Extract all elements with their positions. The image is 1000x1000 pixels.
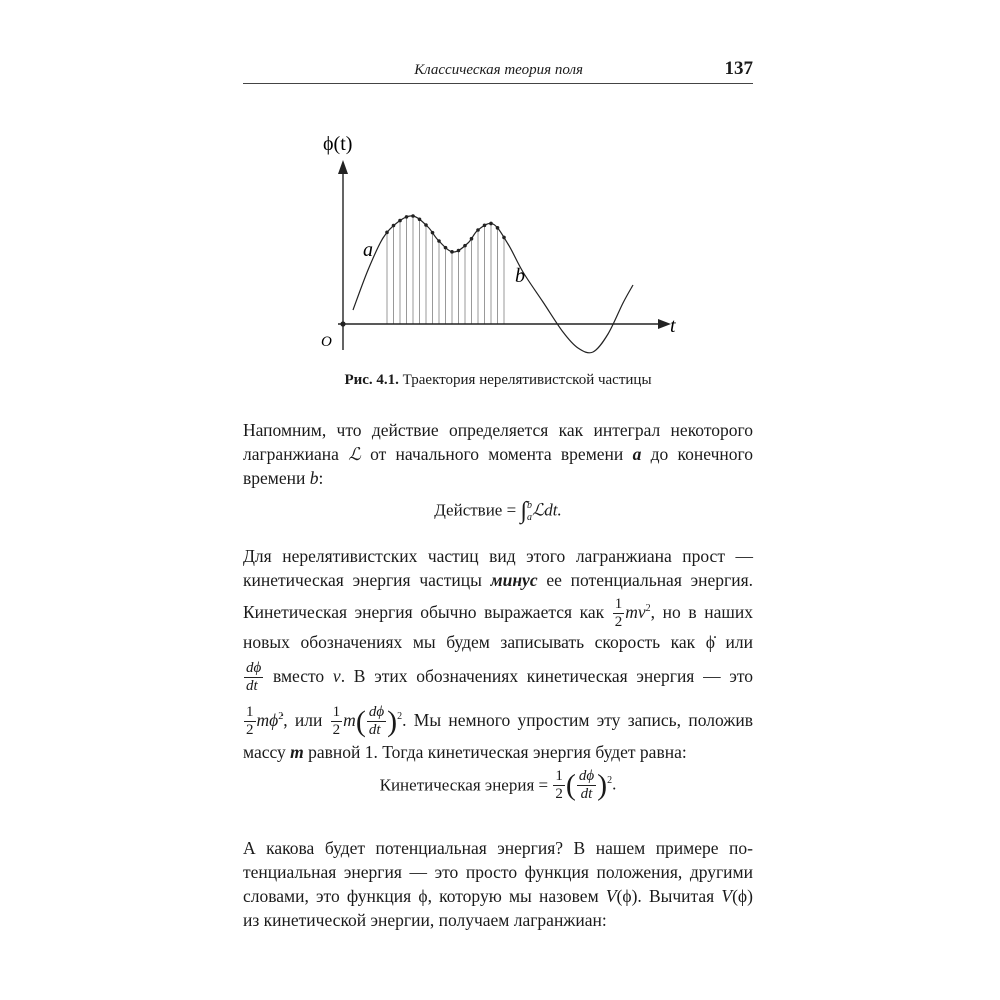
page-number: 137: [724, 58, 753, 79]
paragraph-nonrelativistic: [243, 544, 753, 764]
sample-point: [502, 236, 506, 240]
sample-point: [424, 223, 428, 227]
sample-point: [463, 244, 467, 248]
paragraph-action-definition: [243, 418, 753, 490]
trajectory-figure: [313, 120, 693, 370]
sample-point: [470, 237, 474, 241]
end-point-label: b: [515, 265, 525, 287]
text-line: словами, это функция ϕ, которую мы назовем V(ϕ). Вычитая V(ϕ): [243, 886, 753, 906]
trajectory-curve: [353, 216, 633, 353]
sample-point: [476, 228, 480, 232]
caption-label: Рис. 4.1.: [344, 372, 399, 388]
symbol-b: b: [309, 468, 319, 488]
y-axis-arrow: [338, 160, 348, 174]
figure-caption: [243, 372, 753, 389]
sample-point: [398, 219, 402, 223]
text-line: времени b:: [243, 468, 324, 488]
book-page: [243, 0, 753, 1000]
paragraph-potential-energy: [243, 836, 753, 932]
text-line: тенциальная энергия — это просто функция положения, другими: [243, 862, 753, 882]
phi-dot: ϕ̇: [705, 632, 715, 652]
text-line: из кинетической энергии, получаем лагранжиан:: [243, 910, 607, 930]
sample-point: [483, 224, 487, 228]
sample-point: [405, 215, 409, 219]
text-line: Кинетическая энергия обычно выражается как $\frac{1}{2}$ $mv^2$, но в наших: [243, 596, 753, 631]
sample-point: [437, 239, 441, 243]
integral-sign: ∫: [520, 498, 528, 524]
text-line: новых обозначениях мы будем записывать скорость как ϕ̇ или: [243, 632, 753, 652]
lagrangian-symbol: ℒ: [348, 444, 361, 464]
sample-point: [457, 249, 461, 253]
origin-point: [340, 321, 345, 326]
sample-point: [418, 217, 422, 221]
origin-label: O: [321, 334, 332, 350]
sample-point: [385, 231, 389, 235]
sample-point: [444, 246, 448, 250]
text-line: $\frac{d\phi}{dt}$ вместо v. В этих обозначениях кинетическая энергия — это: [246, 660, 754, 695]
integration-region-hatching: [387, 216, 504, 324]
sample-point: [411, 214, 415, 218]
text-line: Для нерелятивистских частиц вид этого лагранжиана прост —: [243, 546, 753, 566]
text-line: Напомним, что действие определяется как интеграл некоторого: [243, 420, 753, 440]
caption-text: Траектория нерелятивистской частицы: [402, 372, 652, 388]
y-axis-label: ϕ(t): [323, 133, 353, 155]
x-axis-label: t: [670, 315, 676, 337]
start-point-label: a: [363, 239, 373, 261]
text-line: кинетическая энергия частицы минус ее потенциальная энергия.: [243, 570, 754, 590]
text-line: лагранжиана ℒ от начального момента времени a до конечного: [243, 444, 754, 464]
sample-point: [489, 222, 493, 226]
symbol-a: a: [632, 444, 642, 464]
running-title: Классическая теория поля: [414, 62, 583, 78]
equation-kinetic-energy: Кинетическая энерия = $\frac{1}{2}$ ( $\frac{d\phi}{dt}$ )$^2$.: [379, 768, 617, 802]
text-line: А какова будет потенциальная энергия? В нашем примере по-: [243, 838, 753, 858]
sample-point: [431, 231, 435, 235]
emphasis-minus: минус: [490, 570, 538, 590]
page-header: [243, 57, 753, 84]
sample-point: [496, 226, 500, 230]
sample-point: [392, 224, 396, 228]
equation-action: Действие = ∫ b a ℒdt.: [434, 498, 562, 524]
trajectory-sample-points: [385, 214, 506, 253]
symbol-m: m: [290, 742, 304, 762]
sample-point: [450, 250, 454, 254]
text-line: $\frac{1}{2}$ mϕ̇$^2$, или $\frac{1}{2}$ m( $\frac{d\phi}{dt}$ )$^2$. Мы немного упростим эту запись, положив: [246, 704, 753, 739]
text-line: массу m равной 1. Тогда кинетическая энергия будет равна:: [243, 742, 687, 762]
